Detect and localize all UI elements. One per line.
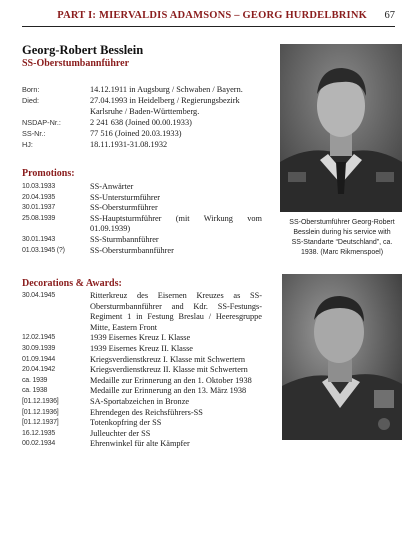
bio-row bbox=[22, 106, 282, 117]
list-item bbox=[22, 182, 262, 193]
item-text: SS-Sturmbannführer bbox=[90, 234, 159, 244]
page-number: 67 bbox=[384, 10, 395, 21]
item-text: Totenkopfring der SS bbox=[90, 418, 162, 428]
item-text: Ehrendegen des Reichsführers-SS bbox=[90, 407, 203, 417]
item-date: 30.01.1943 bbox=[22, 235, 56, 243]
list-item bbox=[22, 439, 262, 450]
item-text: Kriegsverdienstkreuz II. Klasse mit Schwertern bbox=[90, 365, 248, 375]
photo-1-caption bbox=[275, 218, 409, 258]
bio-value: 77 516 (Joined 20.03.1933) bbox=[90, 129, 182, 138]
list-item bbox=[22, 193, 262, 204]
item-text: Medaille zur Erinnerung an den 1. Oktober 1938 bbox=[90, 375, 252, 385]
list-item bbox=[22, 235, 262, 246]
item-date: 01.03.1945 (?) bbox=[22, 246, 65, 254]
item-date: 20.04.1935 bbox=[22, 193, 56, 201]
portrait-photo-2 bbox=[282, 274, 402, 440]
bio-value: 2 241 638 (Joined 00.00.1933) bbox=[90, 118, 192, 127]
item-date: 30.04.1945 bbox=[22, 292, 56, 299]
list-item bbox=[22, 429, 262, 440]
biographical-details bbox=[22, 84, 282, 150]
bio-label: Died: bbox=[22, 96, 40, 105]
caption-line: Besslein during his service with bbox=[293, 229, 391, 236]
item-text: Julleuchter der SS bbox=[90, 428, 151, 438]
list-item bbox=[22, 408, 262, 419]
item-date: 10.03.1933 bbox=[22, 183, 56, 190]
item-text: Medaille zur Erinnerung an den 13. März 1938 bbox=[90, 386, 247, 396]
list-item bbox=[22, 397, 262, 408]
list-item bbox=[22, 214, 262, 235]
bio-label: HJ: bbox=[22, 140, 33, 149]
list-item bbox=[22, 344, 262, 355]
item-text: SS-Hauptsturmführer (mit Wirkung vom 01.09.1939) bbox=[90, 213, 262, 234]
item-text: Kriegsverdienstkreuz I. Klasse mit Schwertern bbox=[90, 354, 246, 364]
list-item bbox=[22, 418, 262, 429]
item-text: SS-Obersturmführer bbox=[90, 203, 158, 213]
list-item bbox=[22, 386, 262, 397]
caption-line: SS-Standarte “Deutschland”, ca. bbox=[291, 239, 393, 246]
item-date: ca. 1939 bbox=[22, 376, 48, 384]
item-date: 20.04.1942 bbox=[22, 366, 56, 374]
running-header bbox=[22, 10, 395, 27]
item-date: 12.02.1945 bbox=[22, 334, 56, 342]
portrait-photo-2-image bbox=[282, 274, 402, 440]
bio-value: 18.11.1931-31.08.1932 bbox=[90, 140, 168, 149]
awards-list bbox=[22, 291, 262, 450]
list-item bbox=[22, 246, 262, 257]
portrait-photo-1 bbox=[280, 44, 402, 212]
item-date: [01.12.1936] bbox=[22, 408, 59, 416]
person-rank: SS-Oberstumbannführer bbox=[22, 58, 130, 69]
item-date: 25.08.1939 bbox=[22, 214, 56, 222]
promotions-list bbox=[22, 182, 262, 256]
item-text: SS-Untersturmführer bbox=[90, 192, 161, 202]
list-item bbox=[22, 203, 262, 214]
bio-label: SS-Nr.: bbox=[22, 129, 46, 138]
item-date: ca. 1938 bbox=[22, 387, 48, 395]
person-name: Georg-Robert Besslein bbox=[22, 43, 144, 57]
list-item bbox=[22, 291, 262, 333]
item-text: SA-Sportabzeichen in Bronze bbox=[90, 396, 190, 406]
item-text: SS-Anwärter bbox=[90, 182, 134, 191]
awards-heading: Decorations & Awards: bbox=[22, 278, 122, 289]
item-date: 01.09.1944 bbox=[22, 355, 56, 363]
list-item bbox=[22, 355, 262, 366]
list-item bbox=[22, 333, 262, 344]
bio-value: Karlsruhe / Baden-Württemberg. bbox=[90, 107, 200, 116]
promotions-heading: Promotions: bbox=[22, 168, 75, 179]
portrait-photo-1-image bbox=[280, 44, 402, 212]
caption-line: SS-Oberstumführer Georg-Robert bbox=[289, 219, 395, 226]
bio-value: 14.12.1911 in Augsburg / Schwaben / Bayern. bbox=[90, 85, 243, 94]
item-date: [01.12.1937] bbox=[22, 419, 59, 427]
bio-row bbox=[22, 117, 282, 128]
caption-line: 1938. (Marc Rikmenspoel) bbox=[300, 249, 384, 256]
item-text: SS-Obersturmbannführer bbox=[90, 245, 174, 255]
bio-row bbox=[22, 95, 282, 106]
item-date: 16.12.1935 bbox=[22, 429, 56, 437]
running-header-title: PART I: MIERVALDIS ADAMSONS – GEORG HURDELBRINK bbox=[57, 10, 367, 21]
bio-row bbox=[22, 84, 282, 95]
bio-label: Born: bbox=[22, 85, 40, 94]
item-text: 1939 Eisernes Kreuz II. Klasse bbox=[90, 343, 193, 353]
item-date: [01.12.1936] bbox=[22, 397, 59, 405]
list-item bbox=[22, 376, 262, 387]
bio-value: 27.04.1993 in Heidelberg / Regierungsbezirk bbox=[90, 96, 240, 105]
bio-label: NSDAP-Nr.: bbox=[22, 118, 61, 127]
list-item bbox=[22, 365, 262, 376]
bio-row bbox=[22, 139, 282, 150]
item-text: Ritterkreuz des Eisernen Kreuzes as SS-Obersturmbannführer and Kdr. SS-Festungs-Regiment 1 in Festung Breslau / Heeresgruppe Mitte, Eastern Front bbox=[90, 291, 262, 332]
item-text: 1939 Eisernes Kreuz I. Klasse bbox=[90, 333, 191, 343]
item-date: 00.02.1934 bbox=[22, 440, 56, 448]
item-date: 30.09.1939 bbox=[22, 344, 56, 352]
bio-row bbox=[22, 128, 282, 139]
item-date: 30.01.1937 bbox=[22, 204, 56, 212]
item-text: Ehrenwinkel für alte Kämpfer bbox=[90, 439, 190, 449]
